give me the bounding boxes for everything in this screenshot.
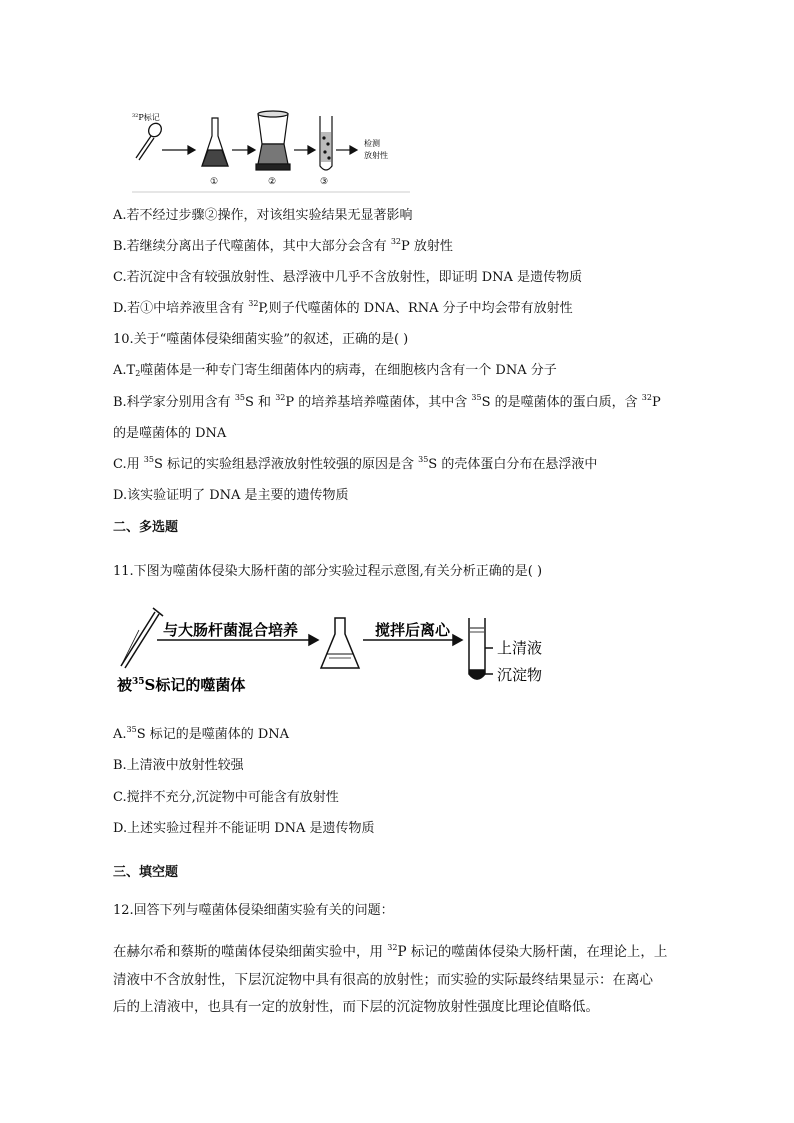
q9-option-b: B.若继续分离出子代噬菌体，其中大部分会含有 $^{32}$P 放射性 <box>113 237 453 254</box>
q12-paragraph-line-2: 清液中不含放射性，下层沉淀物中具有很高的放射性；而实验的实际最终结果显示：在离心 <box>113 972 653 988</box>
sediment-label: 沉淀物 <box>497 666 543 684</box>
section-heading-multiple-choice: 二、多选题 <box>113 520 179 535</box>
q11-option-b: B.上清液中放射性较强 <box>113 758 244 773</box>
pipette-icon <box>121 608 163 668</box>
q10-option-c: C.用 $^{35}$S 标记的实验组悬浮液放射性较强的原因是含 $^{35}$S 的壳体蛋白分布在悬浮液中 <box>113 455 598 472</box>
figure-32p-experiment <box>128 108 418 194</box>
flask-icon <box>321 618 359 668</box>
arrow-icon <box>294 146 315 154</box>
phage-label: 被$^{35}$S标记的噬菌体 <box>117 676 246 694</box>
step-1-label: ① <box>210 177 219 187</box>
q12-paragraph-line-3: 后的上清液中，也具有一定的放射性，而下层的沉淀物放射性强度比理论值略低。 <box>113 999 599 1015</box>
arrow-icon <box>162 146 195 154</box>
section-heading-fill-in: 三、填空题 <box>113 865 179 880</box>
q9-option-a: A.若不经过步骤②操作，对该组实验结果无显著影响 <box>113 208 413 223</box>
supernatant-label: 上清液 <box>497 639 543 657</box>
figure-35s-experiment <box>113 604 563 696</box>
test-tube-icon <box>320 116 332 170</box>
q11-option-d: D.上述实验过程并不能证明 DNA 是遗传物质 <box>113 821 375 836</box>
q12-stem: 12.回答下列与噬菌体侵染细菌实验有关的问题： <box>113 903 394 918</box>
q10-stem: 10.关于“噬菌体侵染细菌实验”的叙述，正确的是( ) <box>113 332 409 347</box>
fig1-label-sup: 32 <box>132 113 139 119</box>
q10-option-d: D.该实验证明了 DNA 是主要的遗传物质 <box>113 488 349 503</box>
arrow1-label: 与大肠杆菌混合培养 <box>163 621 299 639</box>
detect-label-2: 放射性 <box>364 151 388 160</box>
svg-text:32P标记 <box>132 112 160 122</box>
q11-option-a: A.$^{35}$S 标记的是噬菌体的 DNA <box>113 725 290 742</box>
arrow-icon <box>232 146 255 154</box>
detect-label-1: 检测 <box>364 139 380 148</box>
arrow2-label: 搅拌后离心 <box>375 621 451 639</box>
blender-icon <box>256 111 290 170</box>
fig1-label: P标记 <box>138 113 160 122</box>
q10-option-b: B.科学家分别用含有 $^{35}$S 和 $^{32}$P 的培养基培养噬菌体，其中含 $^{35}$S 的是噬菌体的蛋白质，含 $^{32}$P <box>113 393 661 410</box>
phage-icon <box>136 121 164 160</box>
q11-option-c: C.搅拌不充分,沉淀物中可能含有放射性 <box>113 790 339 805</box>
q11-stem: 11.下图为噬菌体侵染大肠杆菌的部分实验过程示意图,有关分析正确的是( ) <box>113 564 543 579</box>
q9-option-c: C.若沉淀中含有较强放射性、悬浮液中几乎不含放射性，即证明 DNA 是遗传物质 <box>113 270 583 285</box>
arrow-icon <box>336 146 357 154</box>
step-2-label: ② <box>268 177 277 187</box>
flask-icon <box>202 118 228 166</box>
step-3-label: ③ <box>320 177 329 187</box>
q10-option-a: $A.T_2$噬菌体是一种专门寄生细菌体内的病毒，在细胞核内含有一个 DNA 分子 <box>113 363 557 378</box>
q12-paragraph-line-1: 在赫尔希和蔡斯的噬菌体侵染细菌实验中，用 $^{32}$P 标记的噬菌体侵染大肠杆菌，在理论上，上 <box>113 943 668 960</box>
q9-option-d: D.若①中培养液里含有 $^{32}$P,则子代噬菌体的 DNA、RNA 分子中均会带有放射性 <box>113 299 573 316</box>
q10-option-b-cont: 的是噬菌体的 DNA <box>113 426 227 441</box>
centrifuge-tube-icon <box>469 618 493 679</box>
